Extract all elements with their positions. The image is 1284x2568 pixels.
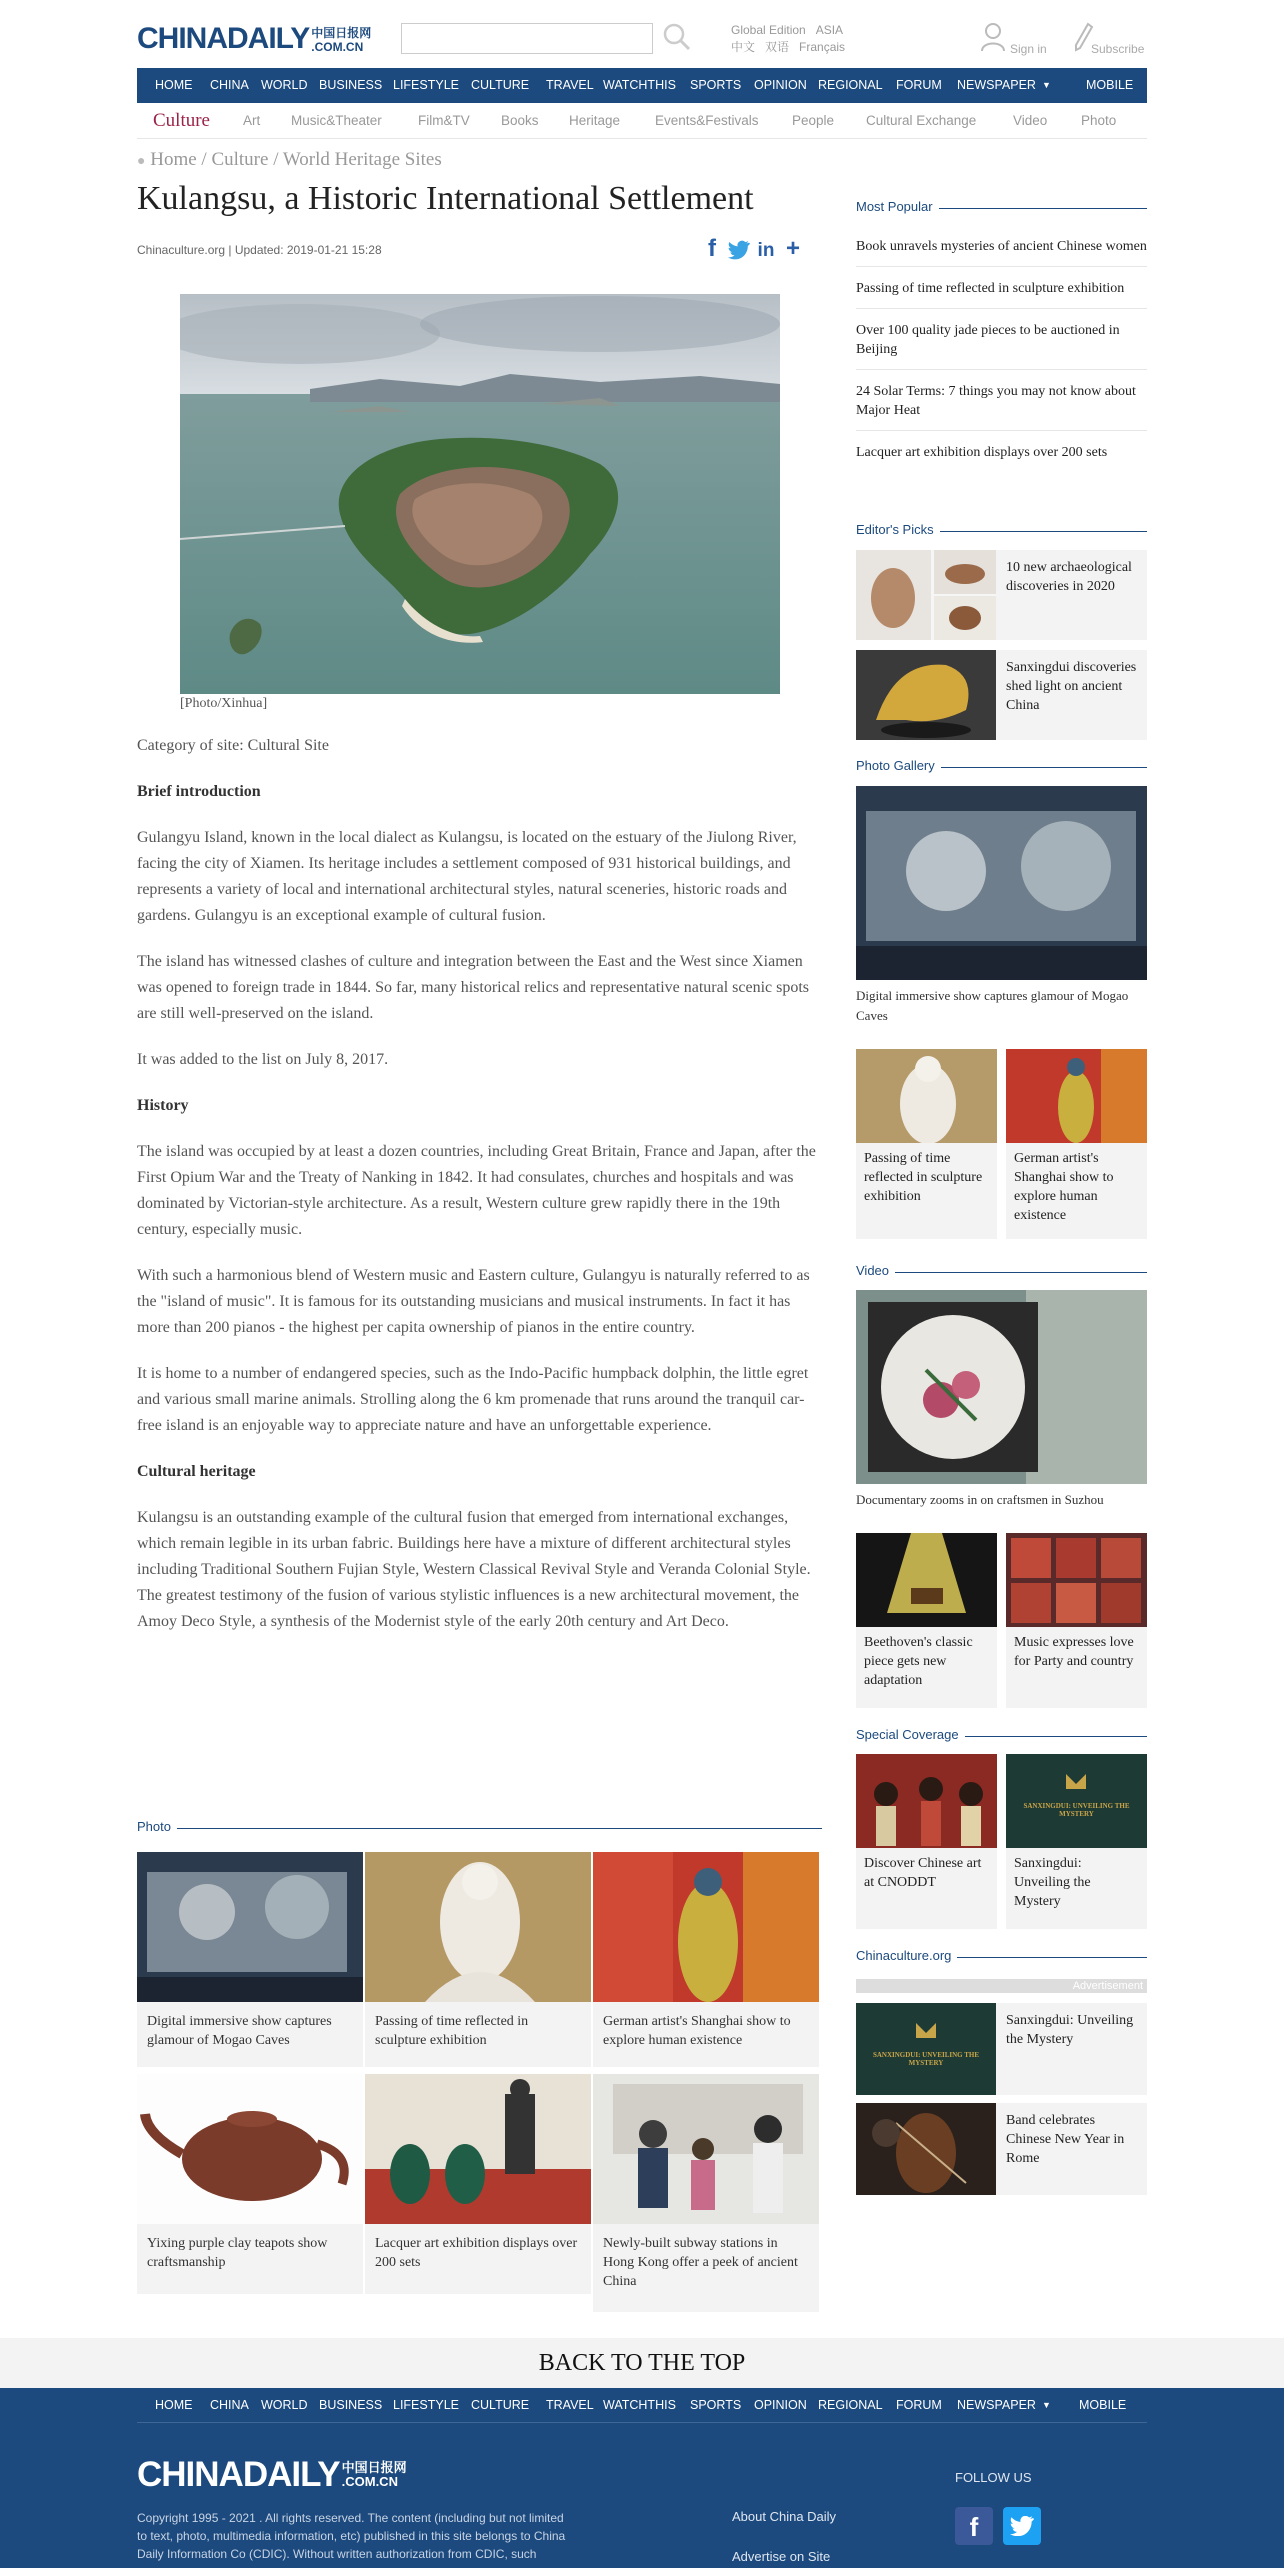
- gallery-main-card[interactable]: [856, 786, 1147, 1026]
- editors-pick-thumbnail: [856, 550, 996, 640]
- video-title: Beethoven's classic piece gets new adaptation: [864, 1635, 973, 1688]
- nav-business[interactable]: BUSINESS: [319, 78, 383, 92]
- editors-pick-card[interactable]: [856, 650, 1147, 740]
- paragraph: With such a harmonious blend of Western music and Eastern culture, Gulangyu is naturally referred to as the "island of music". It is famous for its outstanding musicians and musical instruments. In fact it has more than 200 pianos - the highest per capita ownership of pianos in the entire country.: [137, 1267, 810, 1336]
- special-coverage-thumbnail: [856, 1754, 997, 1848]
- nav-travel[interactable]: TRAVEL: [546, 78, 594, 92]
- video-thumbnail: [856, 1533, 997, 1627]
- special-coverage-card[interactable]: [856, 1754, 997, 1929]
- photo-thumbnail: [137, 1852, 363, 2002]
- sign-in-label: Sign in: [1010, 42, 1047, 56]
- facebook-icon[interactable]: f: [708, 235, 716, 262]
- footer-nav-sports[interactable]: SPORTS: [690, 2398, 742, 2412]
- chevron-down-icon[interactable]: ▼: [1042, 2400, 1051, 2410]
- footer-nav-culture[interactable]: CULTURE: [471, 2398, 530, 2412]
- back-to-top-button[interactable]: BACK TO THE TOP: [0, 2338, 1284, 2388]
- special-coverage-title: Discover Chinese art at CNODDT: [864, 1856, 982, 1890]
- nav-regional[interactable]: REGIONAL: [818, 78, 883, 92]
- chinaculture-card[interactable]: [856, 2003, 1147, 2095]
- subnav-music-theater[interactable]: Music&Theater: [291, 113, 382, 128]
- photo-caption: [Photo/Xinhua]: [180, 696, 268, 711]
- special-coverage-thumbnail: [1006, 1754, 1147, 1848]
- about-link[interactable]: About China Daily: [732, 2509, 837, 2524]
- video-main-thumbnail: [856, 1290, 1147, 1484]
- most-popular-list: [856, 225, 1147, 472]
- chinaculture-card[interactable]: [856, 2103, 1147, 2195]
- paragraph: The island was occupied by at least a dozen countries, including Great Britain, France and Japan, after the First Opium War and the Treaty of Nanking in 1842. It had consulates, churches and hospitals and was dominated by Victorian-style architecture. As a result, Western culture grew rapidly there in the 19th century, especially music.: [137, 1143, 816, 1238]
- gallery-title: German artist's Shanghai show to explore human existence: [1014, 1151, 1114, 1223]
- editors-picks-heading: Editor's Picks: [856, 521, 1147, 541]
- edition-global[interactable]: Global Edition: [731, 23, 806, 37]
- photo-card[interactable]: [137, 1852, 363, 2067]
- edition-links: [731, 22, 855, 56]
- article-title: Kulangsu, a Historic International Settlement: [137, 180, 754, 217]
- subnav-culture[interactable]: Culture: [153, 110, 210, 131]
- breadcrumb-world-heritage[interactable]: World Heritage Sites: [282, 149, 442, 170]
- pen-icon: [1073, 22, 1093, 52]
- photo-card[interactable]: [137, 2074, 363, 2294]
- special-coverage-title: Sanxingdui: Unveiling the Mystery: [1014, 1856, 1091, 1909]
- search-icon[interactable]: [662, 22, 692, 52]
- photo-card-title: Yixing purple clay teapots show craftsmanship: [147, 2236, 328, 2270]
- editors-pick-thumbnail: [856, 650, 996, 740]
- photo-card-title: Digital immersive show captures glamour of Mogao Caves: [147, 2014, 332, 2048]
- edition-bilingual[interactable]: 双语: [765, 40, 790, 54]
- nav-culture[interactable]: CULTURE: [471, 78, 530, 92]
- chinaculture-title: Band celebrates Chinese New Year in Rome: [1006, 2113, 1125, 2166]
- editors-pick-title: 10 new archaeological discoveries in 2020: [1006, 560, 1132, 594]
- chinaculture-thumbnail: [856, 2103, 996, 2195]
- linkedin-icon[interactable]: in: [757, 240, 775, 261]
- video-title: Music expresses love for Party and country: [1014, 1635, 1134, 1669]
- logo-cn-text: 中国日报网: [341, 2460, 407, 2475]
- footer-nav-mobile[interactable]: MOBILE: [1079, 2398, 1127, 2412]
- facebook-icon[interactable]: f: [955, 2507, 993, 2545]
- footer-nav-watchthis[interactable]: WATCHTHIS: [603, 2398, 676, 2412]
- chinaculture-heading: Chinaculture.org: [856, 1947, 1147, 1967]
- section-heading: History: [137, 1097, 189, 1114]
- gallery-card[interactable]: [856, 1049, 997, 1239]
- chinadaily-logo[interactable]: [137, 22, 373, 56]
- plus-icon[interactable]: +: [785, 235, 800, 262]
- photo-thumbnail: [365, 2074, 591, 2224]
- section-heading: Brief introduction: [137, 783, 261, 800]
- paragraph: It was added to the list on July 8, 2017.: [137, 1051, 389, 1068]
- search-input[interactable]: [401, 23, 653, 54]
- subnav-video[interactable]: Video: [1013, 113, 1048, 128]
- list-item[interactable]: Over 100 quality jade pieces to be auctioned in Beijing: [856, 309, 1147, 370]
- subnav-cultural-exchange[interactable]: Cultural Exchange: [866, 113, 977, 128]
- nav-opinion[interactable]: OPINION: [754, 78, 807, 92]
- photo-card[interactable]: [593, 1852, 819, 2067]
- chevron-down-icon[interactable]: ▼: [1042, 80, 1051, 90]
- photo-card-title: Passing of time reflected in sculpture exhibition: [375, 2014, 529, 2048]
- video-heading: Video: [856, 1262, 1147, 1282]
- edition-chinese[interactable]: 中文: [731, 40, 756, 54]
- nav-sports[interactable]: SPORTS: [690, 78, 742, 92]
- advertise-link[interactable]: Advertise on Site: [732, 2549, 831, 2564]
- special-coverage-card[interactable]: [1006, 1754, 1147, 1929]
- banner-text: SANXINGDUI: UNVEILING THE MYSTERY: [872, 2051, 980, 2067]
- gallery-card[interactable]: [1006, 1049, 1147, 1239]
- list-item[interactable]: Book unravels mysteries of ancient Chinese women: [856, 225, 1147, 267]
- main-nav: [137, 68, 1147, 103]
- edition-french[interactable]: Français: [799, 40, 846, 54]
- gallery-thumbnail: [1006, 1049, 1147, 1143]
- logo-domain-text: .COM.CN: [311, 40, 364, 54]
- edition-asia[interactable]: ASIA: [815, 23, 844, 37]
- editors-pick-title: Sanxingdui discoveries shed light on ancient China: [1006, 660, 1137, 713]
- nav-china[interactable]: CHINA: [210, 78, 249, 92]
- paragraph: It is home to a number of endangered species, such as the Indo-Pacific humpback dolphin, the little egret and various small marine animals. Strolling along the 6 km promenade that runs around the tranquil car-free island is an enjoyable way to appreciate nature and have an unforgettable experience.: [137, 1365, 809, 1434]
- footer-nav-regional[interactable]: REGIONAL: [818, 2398, 883, 2412]
- nav-mobile[interactable]: MOBILE: [1086, 78, 1134, 92]
- photo-thumbnail: [137, 2074, 363, 2224]
- article-body: [137, 733, 822, 1655]
- subnav-people[interactable]: People: [792, 113, 835, 128]
- photo-card-title: Lacquer art exhibition displays over 200 sets: [375, 2236, 578, 2270]
- photo-thumbnail: [365, 1852, 591, 2002]
- subnav-heritage[interactable]: Heritage: [569, 113, 621, 128]
- editors-pick-card[interactable]: [856, 550, 1147, 640]
- paragraph: Gulangyu Island, known in the local dialect as Kulangsu, is located on the estuary of the Jiulong River, facing the city of Xiamen. Its heritage includes a settlement composed of 931 historical buildings, and represents a variety of local and international architectural styles, natural sceneries, historic roads and gardens. Gulangyu is an exceptional example of cultural fusion.: [137, 829, 797, 924]
- nav-watchthis[interactable]: WATCHTHIS: [603, 78, 676, 92]
- advertisement-label: Advertisement: [856, 1979, 1147, 1993]
- video-card[interactable]: [1006, 1533, 1147, 1708]
- nav-lifestyle[interactable]: LIFESTYLE: [393, 78, 459, 92]
- footer-nav-lifestyle[interactable]: LIFESTYLE: [393, 2398, 459, 2412]
- breadcrumb: ● Home / Culture / World Heritage Sites: [137, 149, 442, 170]
- logo-domain-text: .COM.CN: [341, 2474, 398, 2489]
- subnav-art[interactable]: Art: [243, 113, 261, 128]
- footer-nav: [137, 2388, 1147, 2423]
- photo-section-heading: Photo: [137, 1818, 822, 1838]
- photo-card-title: German artist's Shanghai show to explore human existence: [603, 2014, 791, 2048]
- breadcrumb-home[interactable]: Home: [150, 149, 197, 170]
- sign-in-button[interactable]: [980, 22, 1050, 58]
- paragraph: The island has witnessed clashes of culture and integration between the East and the West since Xiamen was opened to foreign trade in 1844. So far, many historical relics and representative natural scenic spots are still well-preserved on the island.: [137, 953, 810, 1022]
- video-main-title: Documentary zooms in on craftsmen in Suzhou: [856, 1492, 1104, 1507]
- twitter-icon[interactable]: [727, 237, 751, 263]
- photo-card[interactable]: [593, 2074, 819, 2312]
- photo-card-title: Newly-built subway stations in Hong Kong offer a peek of ancient China: [603, 2236, 798, 2289]
- footer-nav-travel[interactable]: TRAVEL: [546, 2398, 594, 2412]
- gallery-title: Passing of time reflected in sculpture exhibition: [864, 1151, 983, 1204]
- section-heading: Cultural heritage: [137, 1463, 256, 1480]
- list-item[interactable]: 24 Solar Terms: 7 things you may not know about Major Heat: [856, 370, 1147, 431]
- nav-home[interactable]: HOME: [155, 78, 193, 92]
- nav-newspaper[interactable]: NEWSPAPER: [957, 78, 1036, 92]
- special-coverage-heading: Special Coverage: [856, 1726, 1147, 1746]
- video-thumbnail: [1006, 1533, 1147, 1627]
- follow-us-label: FOLLOW US: [955, 2470, 1032, 2485]
- photo-thumbnail: [593, 2074, 819, 2224]
- user-icon: [980, 22, 1006, 52]
- subnav-events-festivals[interactable]: Events&Festivals: [655, 113, 759, 128]
- video-card[interactable]: [856, 1533, 997, 1708]
- photo-card[interactable]: [365, 1852, 591, 2067]
- gallery-main-title: Digital immersive show captures glamour of Mogao Caves: [856, 988, 1129, 1023]
- footer-nav-home[interactable]: HOME: [155, 2398, 193, 2412]
- video-main-card[interactable]: [856, 1290, 1147, 1510]
- logo-main-text: CHINADAILY: [137, 2455, 340, 2494]
- subnav-film-tv[interactable]: Film&TV: [418, 113, 470, 128]
- subscribe-label: Subscribe: [1091, 42, 1145, 56]
- list-item[interactable]: Passing of time reflected in sculpture exhibition: [856, 267, 1147, 309]
- footer-logo[interactable]: [137, 2455, 407, 2495]
- footer-nav-opinion[interactable]: OPINION: [754, 2398, 807, 2412]
- photo-gallery-heading: Photo Gallery: [856, 757, 1147, 777]
- bullet-icon: ●: [137, 154, 146, 169]
- gallery-thumbnail: [856, 1049, 997, 1143]
- paragraph: Kulangsu is an outstanding example of the cultural fusion that emerged from international exchanges, which remain legible in its urban fabric. Buildings here have a mixture of different architectural styles including Traditional Southern Fujian Style, Western Classical Revival Style and Veranda Colonial Style. The greatest testimony of the fusion of various stylistic influences is a new architectural movement, the Amoy Deco Style, a synthesis of the Modernist style of the early 20th century and Art Deco.: [137, 1509, 811, 1630]
- logo-main-text: CHINADAILY: [137, 22, 310, 55]
- most-popular-heading: Most Popular: [856, 198, 1147, 218]
- copyright-text: Copyright 1995 - 2021 . All rights reserved. The content (including but not limited to text, photo, multimedia information, etc) published in this site belongs to China Daily Information Co (CDIC). Without written authorization from CDIC, such: [137, 2511, 566, 2561]
- list-item[interactable]: Lacquer art exhibition displays over 200 sets: [856, 445, 1108, 460]
- breadcrumb-culture[interactable]: Culture: [211, 149, 269, 170]
- nav-world[interactable]: WORLD: [261, 78, 308, 92]
- photo-card[interactable]: [365, 2074, 591, 2294]
- twitter-icon[interactable]: [1003, 2507, 1041, 2545]
- footer-nav-forum[interactable]: FORUM: [896, 2398, 942, 2412]
- chinaculture-title: Sanxingdui: Unveiling the Mystery: [1006, 2013, 1134, 2047]
- sub-nav: [137, 103, 1147, 139]
- photo-thumbnail: [593, 1852, 819, 2002]
- share-bar: [700, 236, 812, 262]
- footer-nav-world[interactable]: WORLD: [261, 2398, 308, 2412]
- subnav-photo[interactable]: Photo: [1081, 113, 1117, 128]
- subscribe-button[interactable]: [1073, 22, 1149, 58]
- nav-forum[interactable]: FORUM: [896, 78, 942, 92]
- footer-nav-business[interactable]: BUSINESS: [319, 2398, 383, 2412]
- paragraph: Category of site: Cultural Site: [137, 737, 329, 754]
- hero-photo: [180, 294, 780, 694]
- gallery-main-thumbnail: [856, 786, 1147, 980]
- subnav-books[interactable]: Books: [501, 113, 539, 128]
- article-meta: Chinaculture.org | Updated: 2019-01-21 15:28: [137, 243, 382, 257]
- footer-nav-newspaper[interactable]: NEWSPAPER: [957, 2398, 1036, 2412]
- logo-cn-text: 中国日报网: [311, 26, 372, 40]
- footer-nav-china[interactable]: CHINA: [210, 2398, 249, 2412]
- chinaculture-thumbnail: [856, 2003, 996, 2095]
- banner-text: SANXINGDUI: UNVEILING THE MYSTERY: [1023, 1802, 1130, 1818]
